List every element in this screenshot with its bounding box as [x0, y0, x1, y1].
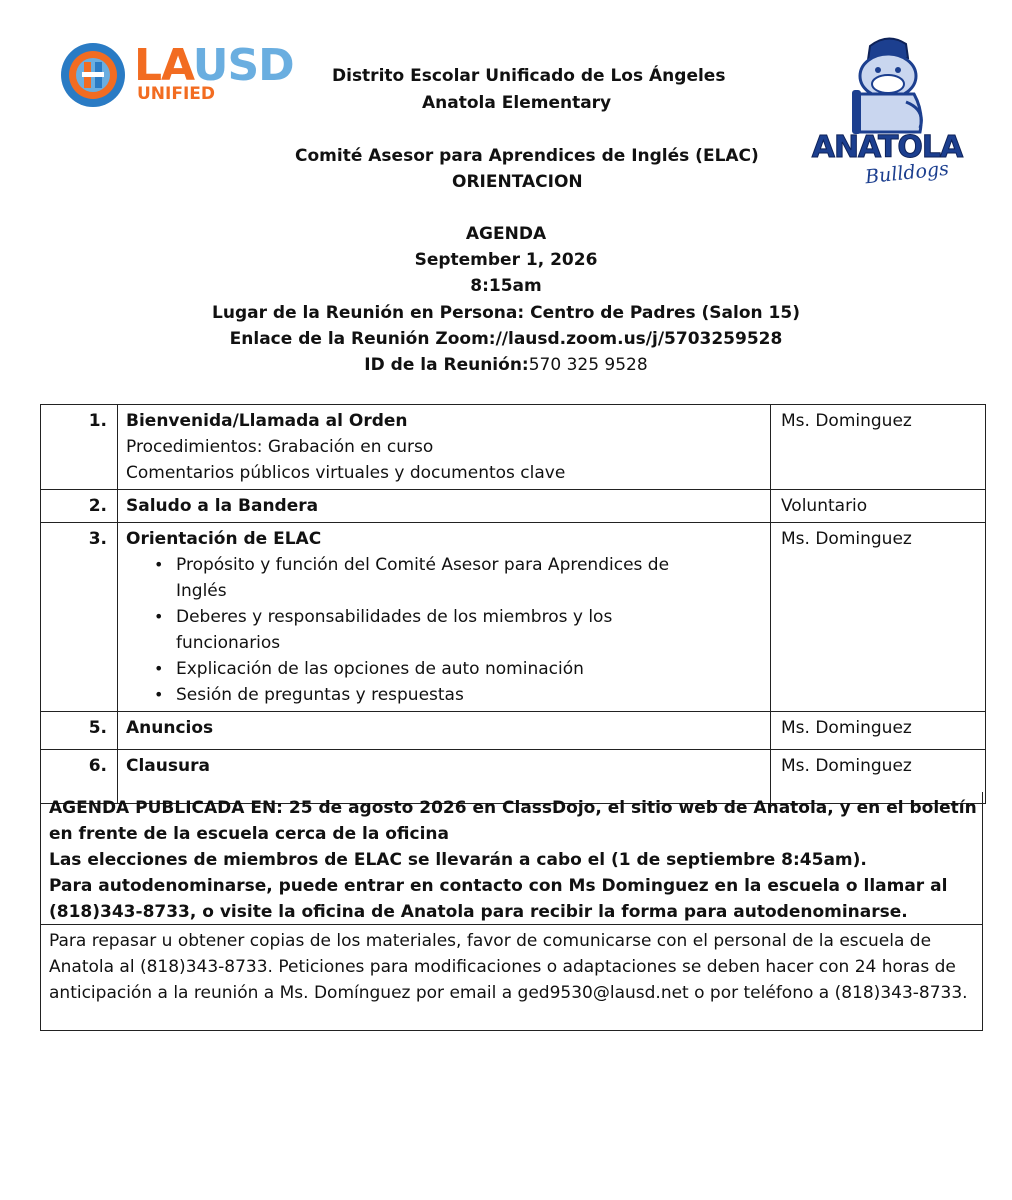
notice-line: Las elecciones de miembros de ELAC se llevarán a cabo el (1 de septiembre 8:45am).	[49, 850, 867, 870]
item-title: Orientación de ELAC	[126, 529, 322, 549]
anatola-logo	[808, 32, 966, 194]
list-item: • Deberes y responsabilidades de los miembros y los funcionarios	[176, 604, 682, 656]
meeting-location: Lugar de la Reunión en Persona: Centro de Padres (Salon 15)	[212, 303, 800, 323]
item-number: 3.	[41, 523, 118, 712]
item-line: Comentarios públicos virtuales y documentos clave	[126, 463, 566, 483]
item-title: Bienvenida/Llamada al Orden	[126, 411, 408, 431]
item-presenter: Voluntario	[771, 490, 986, 523]
agenda-row	[41, 490, 986, 523]
item-presenter: Ms. Dominguez	[771, 712, 986, 750]
item-title: Clausura	[126, 756, 210, 776]
item-number: 5.	[41, 712, 118, 750]
item-number: 6.	[41, 750, 118, 804]
item-title: Anuncios	[126, 718, 214, 738]
list-item: • Sesión de preguntas y respuestas	[176, 682, 682, 708]
lausd-logo	[60, 42, 305, 112]
notice-line: AGENDA PUBLICADA EN: 25 de agosto 2026 en ClassDojo, el sitio web de Anatola, y en el boletín en frente de la escuela cerca de la oficina	[49, 798, 977, 844]
item-number: 1.	[41, 405, 118, 490]
item-presenter: Ms. Dominguez	[771, 750, 986, 804]
list-item: • Explicación de las opciones de auto nominación	[176, 656, 682, 682]
item-line: Procedimientos: Grabación en curso	[126, 437, 434, 457]
meeting-date: September 1, 2026	[414, 250, 598, 270]
list-item: • Propósito y función del Comité Asesor para Aprendices de Inglés	[176, 552, 682, 604]
anatola-script: Bulldogs	[864, 157, 950, 189]
item-content	[118, 523, 771, 712]
notice-line: Para autodenominarse, puede entrar en contacto con Ms Dominguez en la escuela o llamar al (818)343-8733, o visite la oficina de Anatola para recibir la forma para autodenominarse.	[49, 876, 948, 922]
item-presenter: Ms. Dominguez	[771, 405, 986, 490]
agenda-row	[41, 523, 986, 712]
agenda-posting-notice	[40, 792, 983, 925]
meeting-id-line	[0, 355, 1012, 375]
materials-request-notice: Para repasar u obtener copias de los materiales, favor de comunicarse con el personal de la escuela de Anatola al (818)343-8733. Peticiones para modificaciones o adaptaciones se deben hacer con 24 horas de anticipación a la reunión a Ms. Domínguez por email a ged9530@lausd.net o por teléfono a (818)343-8733.	[40, 924, 983, 1031]
item-presenter: Ms. Dominguez	[771, 523, 986, 712]
item-bullet-list	[126, 552, 762, 708]
lausd-wordmark: LAUSD	[134, 40, 294, 91]
agenda-row	[41, 405, 986, 490]
district-name: Distrito Escolar Unificado de Los Ángeles	[332, 66, 726, 86]
zoom-link[interactable]: Enlace de la Reunión Zoom://lausd.zoom.us/j/5703259528	[229, 329, 783, 349]
school-name: Anatola Elementary	[422, 93, 612, 113]
lausd-seal-icon	[60, 42, 126, 108]
agenda-row	[41, 712, 986, 750]
item-content	[118, 490, 771, 523]
meeting-type: ORIENTACION	[452, 172, 583, 192]
item-content	[118, 712, 771, 750]
item-title: Saludo a la Bandera	[126, 496, 319, 516]
meeting-id-label: ID de la Reunión:	[364, 355, 529, 375]
anatola-name: ANATOLA	[811, 130, 963, 165]
lausd-unified-text: UNIFIED	[137, 84, 216, 104]
item-number: 2.	[41, 490, 118, 523]
meeting-time: 8:15am	[470, 276, 542, 296]
meeting-id-value: 570 325 9528	[528, 355, 648, 375]
committee-name: Comité Asesor para Aprendices de Inglés (ELAC)	[295, 146, 759, 166]
agenda-heading: AGENDA	[465, 224, 547, 244]
agenda-table	[40, 404, 986, 804]
item-content	[118, 405, 771, 490]
